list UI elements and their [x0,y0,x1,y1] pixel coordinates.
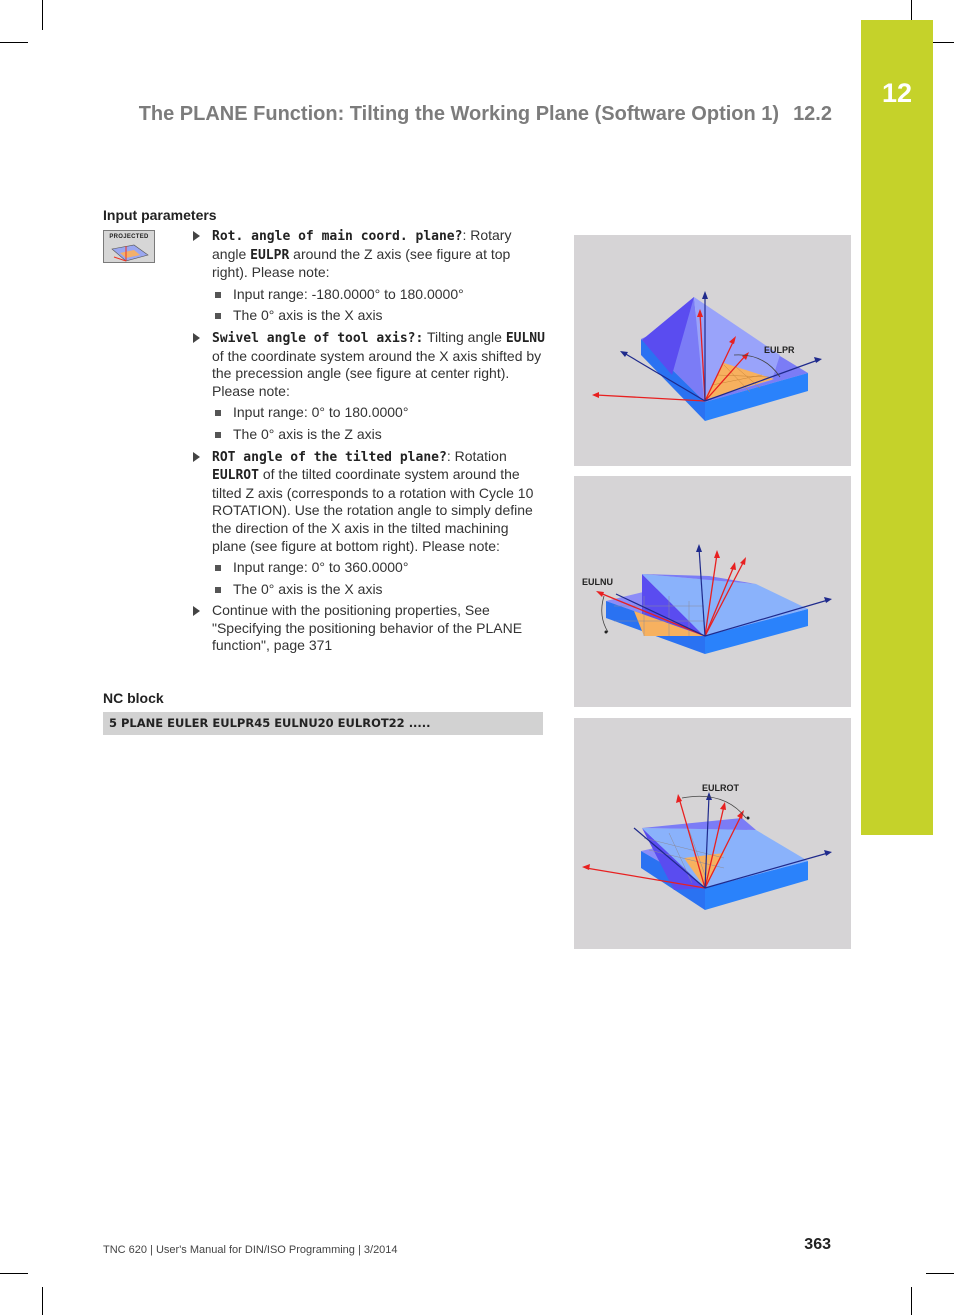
arrow-bullet-icon [193,333,200,343]
crop-mark [42,1287,43,1315]
param-desc: Rotary angle [212,227,512,262]
note-text: Input range: -180.0000° to 180.0000° [233,285,464,302]
note-item [193,581,545,599]
param-desc: of the coordinate system around the X axis shifted by the precession angle (see figure at center right). Please note: [212,347,542,399]
param-keyword: EULNU [505,330,545,346]
note-item [193,286,545,304]
crop-mark [0,1273,28,1274]
note-text: The 0° axis is the Z axis [233,425,382,442]
param-prompt: Swivel angle of tool axis?: [212,330,424,346]
figure-label: EULNU [582,577,613,587]
crop-mark [0,42,28,43]
figure-eulrot [574,718,851,949]
param-sep: : [446,447,455,464]
param-eulnu [193,329,545,400]
note-text: Input range: 0° to 360.0000° [233,559,409,576]
square-bullet-icon [215,565,221,571]
square-bullet-icon [215,587,221,593]
param-desc: around the Z axis (see figure at top right). Please note: [212,245,511,281]
nc-block-code: 5 PLANE EULER EULPR45 EULNU20 EULROT22 ..... [103,712,543,735]
arrow-bullet-icon [193,231,200,241]
eulpr-diagram [574,235,851,466]
header-section: 12.2 [793,103,832,125]
param-sep: : [462,227,471,243]
param-prompt: Rot. angle of main coord. plane? [212,229,463,244]
crop-mark [926,1273,954,1274]
continue-text: Continue with the positioning properties, See "Specifying the positioning behavior of the PLANE function", page 371 [212,602,523,654]
continue-step [193,602,545,655]
param-keyword: EULROT [212,468,259,484]
square-bullet-icon [215,313,221,319]
square-bullet-icon [215,410,221,416]
eulrot-diagram [574,718,851,949]
input-parameters-heading: Input parameters [103,207,217,223]
param-prompt: ROT angle of the tilted plane? [212,449,447,465]
param-eulrot [193,448,545,556]
note-text: The 0° axis is the X axis [233,307,383,324]
note-text: Input range: 0° to 180.0000° [233,404,409,421]
arrow-bullet-icon [193,606,200,616]
page-header [0,103,832,126]
param-desc: of the tilted coordinate system around the tilted Z axis (corresponds to a rotation with Cycle 10 ROTATION). Use the rotation angle to simply define the direction of the X axis in the tilted machining plane (see figure at bottom right). Please note: [212,466,534,554]
square-bullet-icon [215,292,221,298]
crop-mark [911,0,912,20]
chapter-tab [861,20,933,835]
note-item [193,404,545,422]
projected-plane-icon [110,243,150,263]
param-eulpr [193,227,545,282]
note-item [193,426,545,444]
projected-softkey[interactable] [103,230,155,263]
figure-label: EULPR [764,345,795,355]
param-keyword: EULPR [250,247,290,263]
param-desc: Rotation [454,447,507,464]
header-title: The PLANE Function: Tilting the Working Plane (Software Option 1) [138,103,780,125]
arrow-bullet-icon [193,452,200,462]
note-item [193,559,545,577]
footer-text: TNC 620 | User's Manual for DIN/ISO Programming | 3/2014 [103,1244,398,1256]
crop-mark [911,1287,912,1315]
param-desc: Tilting angle [426,328,506,345]
crop-mark [42,0,43,30]
crop-mark [933,42,954,43]
square-bullet-icon [215,432,221,438]
note-item [193,307,545,325]
figure-label: EULROT [702,783,739,793]
figure-eulnu [574,476,851,707]
figure-eulpr [574,235,851,466]
eulnu-diagram [574,476,851,707]
page-number: 363 [804,1236,831,1253]
parameter-list [193,227,545,655]
note-text: The 0° axis is the X axis [233,580,383,597]
nc-block-heading: NC block [103,690,164,706]
softkey-label: PROJECTED [109,234,149,240]
chapter-number: 12 [881,78,913,108]
